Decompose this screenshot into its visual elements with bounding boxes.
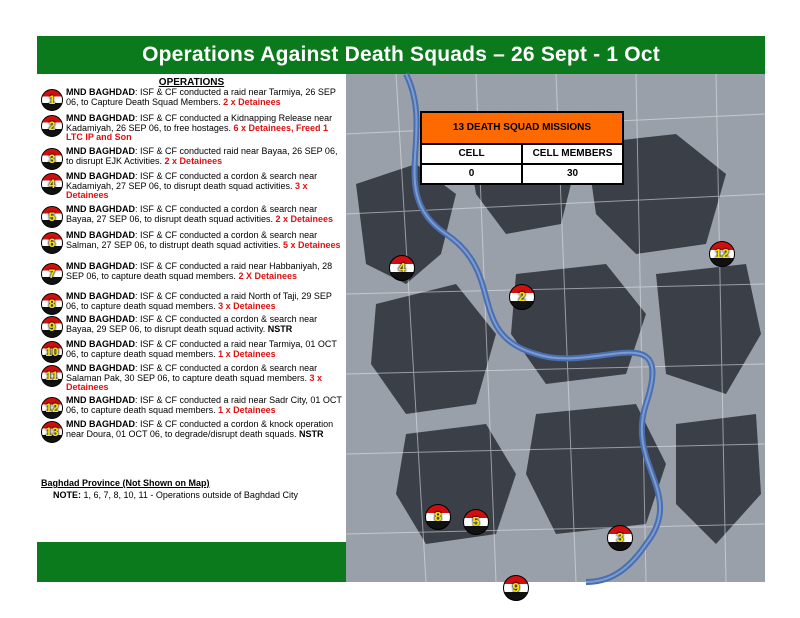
map-marker-icon: 5: [463, 509, 489, 535]
operation-item: 9 MND BAGHDAD: ISF & CF conducted a cordon & search near Bayaa, 29 SEP 06, to disrupt death squad activity. NSTR: [41, 315, 343, 338]
iraq-flag-badge-icon: 6: [41, 232, 63, 254]
iraq-flag-badge-icon: 5: [41, 206, 63, 228]
map-marker-icon: 3: [607, 525, 633, 551]
map-marker-icon: 12: [709, 241, 735, 267]
iraq-flag-badge-icon: 9: [41, 316, 63, 338]
iraq-flag-badge-icon: 8: [41, 293, 63, 315]
operation-item: 7 MND BAGHDAD: ISF & CF conducted a raid near Habbaniyah, 28 SEP 06, to capture death squad members. 2 X Detainees: [41, 262, 343, 285]
cell-members-value: 30: [521, 165, 622, 183]
iraq-flag-badge-icon: 7: [41, 263, 63, 285]
title-bar: [37, 36, 765, 74]
green-corner: [37, 542, 217, 582]
operation-item: 13 MND BAGHDAD: ISF & CF conducted a cordon & knock operation near Doura, 01 OCT 06, to degrade/disrupt death squads. NSTR: [41, 420, 343, 443]
iraq-flag-badge-icon: 2: [41, 115, 63, 137]
operation-item: 6 MND BAGHDAD: ISF & CF conducted a cordon & search near Salman, 27 SEP 06, to distrupt death squad activities. 5 x Detainees: [41, 231, 343, 254]
iraq-flag-badge-icon: 12: [41, 397, 63, 419]
operation-item: 12 MND BAGHDAD: ISF & CF conducted a raid near Sadr City, 01 OCT 06, to capture death squad members. 1 x Detainees: [41, 396, 343, 419]
iraq-flag-badge-icon: 4: [41, 173, 63, 195]
stats-labels-row: [422, 145, 622, 165]
operation-item: 2 MND BAGHDAD: ISF & CF conducted a Kidnapping Release near Kadamiyah, 26 SEP 06, to free hostages. 6 x Detainees, Freed 1 LTC IP and Son: [41, 114, 343, 143]
iraq-flag-badge-icon: 10: [41, 341, 63, 363]
map-marker-icon: 4: [389, 255, 415, 281]
operation-item: 1 MND BAGHDAD: ISF & CF conducted a raid near Tarmiya, 26 SEP 06, to Capture Death Squad Members. 2 x Detainees: [41, 88, 343, 111]
map-marker-icon: 2: [509, 284, 535, 310]
note: NOTE: 1, 6, 7, 8, 10, 11 - Operations outside of Baghdad City: [53, 490, 298, 500]
iraq-flag-badge-icon: 1: [41, 89, 63, 111]
operation-item: 3 MND BAGHDAD: ISF & CF conducted raid near Bayaa, 26 SEP 06, to disrupt EJK Activities. 2 x Detainees: [41, 147, 343, 170]
map-marker-icon: 9: [503, 575, 529, 601]
iraq-flag-badge-icon: 13: [41, 421, 63, 443]
cell-label: CELL: [458, 148, 485, 159]
slide-title: Operations Against Death Squads – 26 Sept - 1 Oct: [142, 43, 660, 66]
stats-values-row: [422, 165, 622, 183]
missions-stats-box: [420, 111, 624, 185]
map-marker-icon: 8: [425, 504, 451, 530]
operations-heading: OPERATIONS: [158, 77, 225, 88]
operations-panel: [37, 74, 346, 542]
operation-item: 8 MND BAGHDAD: ISF & CF conducted a raid North of Taji, 29 SEP 06, to capture death squad members. 3 x Detainees: [41, 292, 343, 315]
cell-members-label: CELL MEMBERS: [521, 145, 622, 163]
cell-value: 0: [468, 168, 475, 179]
iraq-flag-badge-icon: 3: [41, 148, 63, 170]
operation-item: 4 MND BAGHDAD: ISF & CF conducted a cordon & search near Kadamiyah, 27 SEP 06, to disrupt death squad activities. 3 x Detainees: [41, 172, 343, 201]
slide: [37, 36, 765, 595]
iraq-flag-badge-icon: 11: [41, 365, 63, 387]
operation-item: 10 MND BAGHDAD: ISF & CF conducted a raid near Tarmiya, 01 OCT 06, to capture death squad members. 1 x Detainees: [41, 340, 343, 363]
operation-item: 11 MND BAGHDAD: ISF & CF conducted a cordon & search near Salaman Pak, 30 SEP 06, to capture death squad members. 3 x Detainees: [41, 364, 343, 393]
operation-item: 5 MND BAGHDAD: ISF & CF conducted a cordon & search near Bayaa, 27 SEP 06, to disrupt death squad activities. 2 x Detainees: [41, 205, 343, 228]
missions-heading: 13 DEATH SQUAD MISSIONS: [422, 113, 622, 145]
province-heading: Baghdad Province (Not Shown on Map): [41, 478, 210, 488]
